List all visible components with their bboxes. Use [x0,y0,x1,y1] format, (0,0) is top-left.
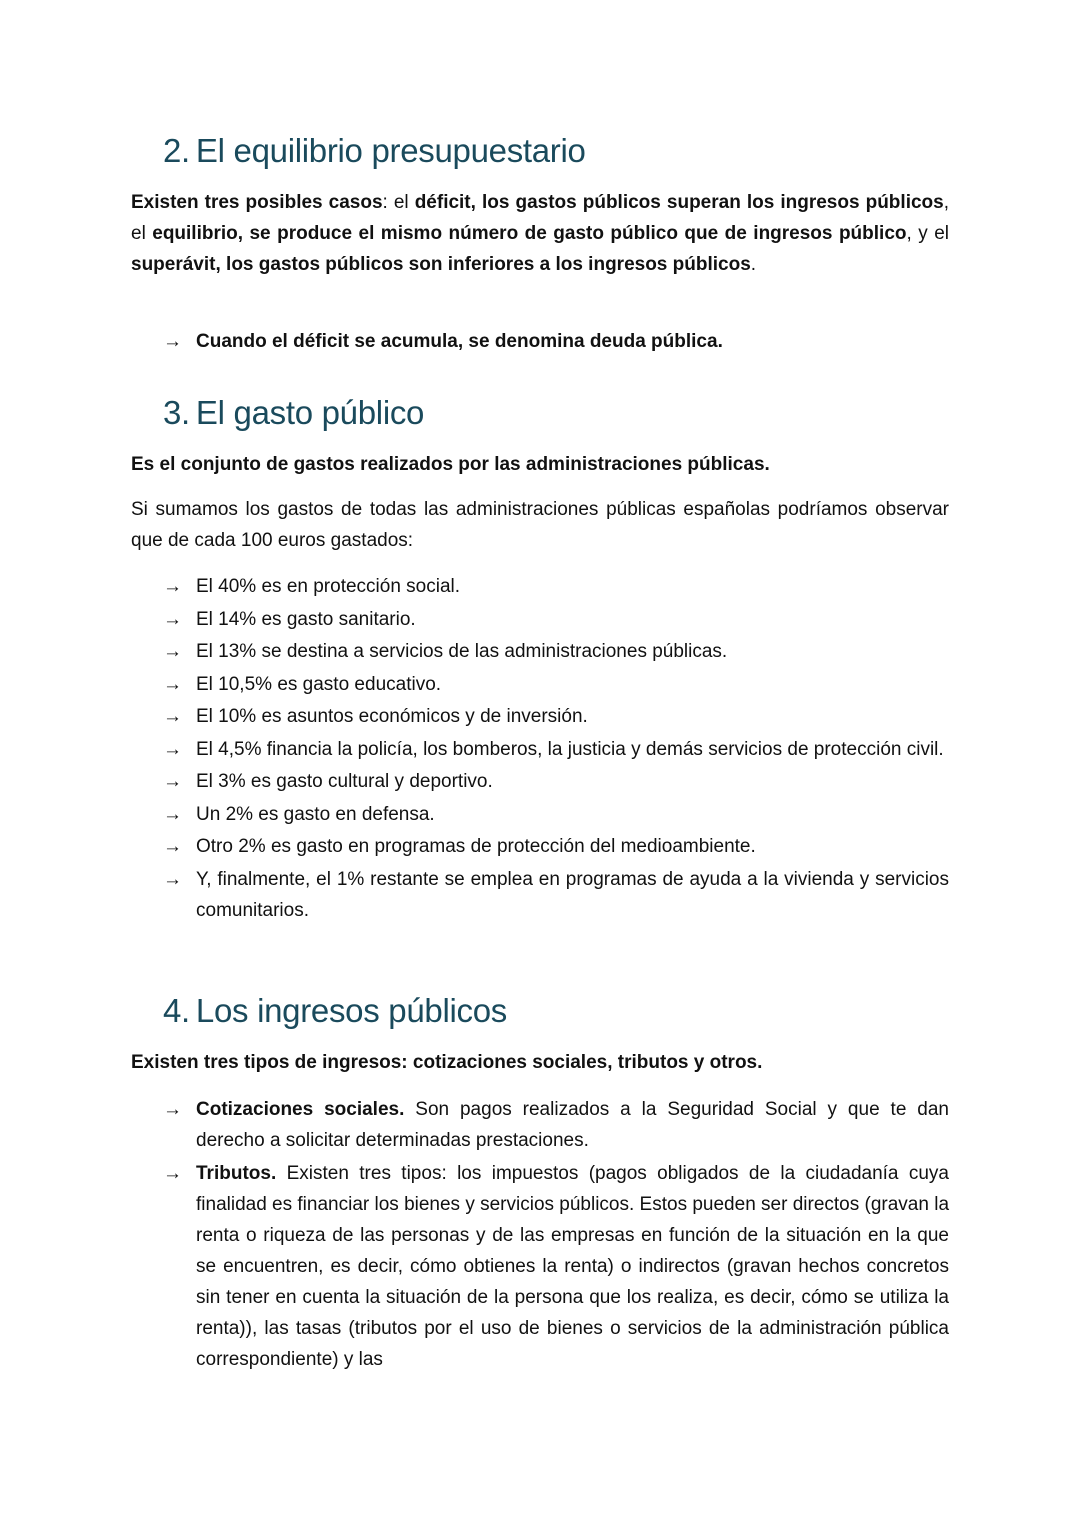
arrow-icon: → [163,1162,182,1184]
text-bold: superávit, los gastos públicos son inferiores a los ingresos públicos [131,254,751,275]
text: , y el [906,223,949,244]
list-item [131,766,949,797]
list-item-text: Son pagos realizados a la Seguridad Social y que te dan derecho a solicitar determinadas prestaciones. [196,1099,949,1151]
equilibrio-bullet-list [131,326,949,359]
list-item-text: El 40% es en protección social. [196,576,461,597]
gasto-definition: Es el conjunto de gastos realizados por las administraciones públicas. [131,454,770,475]
list-item [131,1094,949,1156]
list-item-term: Cotizaciones sociales. [196,1099,405,1120]
arrow-icon: → [163,641,182,662]
arrow-icon: → [163,706,182,727]
ingresos-bullet-list [131,1094,949,1376]
text: . [750,254,757,275]
list-item-term: Tributos. [196,1162,277,1184]
arrow-icon: → [163,608,182,630]
list-item [131,831,949,862]
list-item-text: El 3% es gasto cultural y deportivo. [196,771,493,792]
arrow-icon: → [163,673,182,695]
list-item-text: El 10,5% es gasto educativo. [196,673,442,695]
list-item [131,604,949,635]
gasto-paragraph: Si sumamos los gastos de todas las administraciones públicas españolas podríamos observar que de cada 100 euros gastados: [131,499,949,551]
arrow-icon: → [163,331,182,352]
list-item-text: El 13% se destina a servicios de las administraciones públicas. [196,641,728,662]
arrow-icon: → [163,576,182,597]
arrow-icon: → [163,738,182,760]
section-heading-gasto-publico [163,394,424,432]
arrow-icon: → [163,771,182,792]
text-bold: Existen tres posibles casos [131,192,383,213]
text: , el [131,192,949,244]
arrow-icon: → [163,1099,182,1120]
list-item [131,669,949,700]
text-bold: déficit, los gastos públicos superan los ingresos públicos [414,192,944,213]
arrow-icon: → [163,836,182,857]
text: : el [382,192,415,213]
list-item [131,571,949,602]
section-number: 3. [163,394,190,431]
list-item-text: Un 2% es gasto en defensa. [196,803,435,825]
list-item-text: Cuando el déficit se acumula, se denomina deuda pública. [196,331,723,352]
section-heading-equilibrio [163,132,586,170]
list-item-text: Existen tres tipos: los impuestos (pagos obligados de la ciudadanía cuya finalidad es financiar los bienes y servicios públicos. Estos pueden ser directos (gravan la renta o riqueza de las personas y de las empresas en función de la situación en la que se encuentren, es decir, cómo obtienes la renta) o indirectos (gravan hechos concretos sin tener en cuenta la situación de la persona que los realiza, es decir, cómo se utiliza la renta)), las tasas (tributos por el uso de bienes o servicios de la administración pública correspondiente) y las [196,1162,950,1370]
list-item-text: Y, finalmente, el 1% restante se emplea en programas de ayuda a la vivienda y servicios comunitarios. [196,868,949,921]
list-item [131,1158,949,1375]
list-item [131,326,949,357]
section-title: Los ingresos públicos [195,992,507,1029]
equilibrio-intro-paragraph [131,187,949,280]
list-item [131,799,949,830]
list-item [131,701,949,732]
list-item-text: El 4,5% financia la policía, los bomberos, la justicia y demás servicios de protección civil. [196,738,944,760]
list-item [131,734,949,765]
list-item-text: El 14% es gasto sanitario. [196,608,416,630]
list-item-text: El 10% es asuntos económicos y de inversión. [196,706,588,727]
section-number: 2. [163,132,190,169]
section-title: El equilibrio presupuestario [195,132,586,169]
arrow-icon: → [163,803,182,825]
section-heading-ingresos-publicos [163,992,507,1030]
list-item [131,864,949,926]
ingresos-definition: Existen tres tipos de ingresos: cotizaciones sociales, tributos y otros. [131,1052,763,1073]
arrow-icon: → [163,868,182,890]
list-item [131,636,949,667]
section-number: 4. [163,992,190,1029]
list-item-text: Otro 2% es gasto en programas de protección del medioambiente. [196,836,756,857]
text-bold: equilibrio, se produce el mismo número de gasto público que de ingresos público [152,223,907,244]
section-title: El gasto público [195,394,425,431]
gasto-bullet-list [131,571,949,927]
